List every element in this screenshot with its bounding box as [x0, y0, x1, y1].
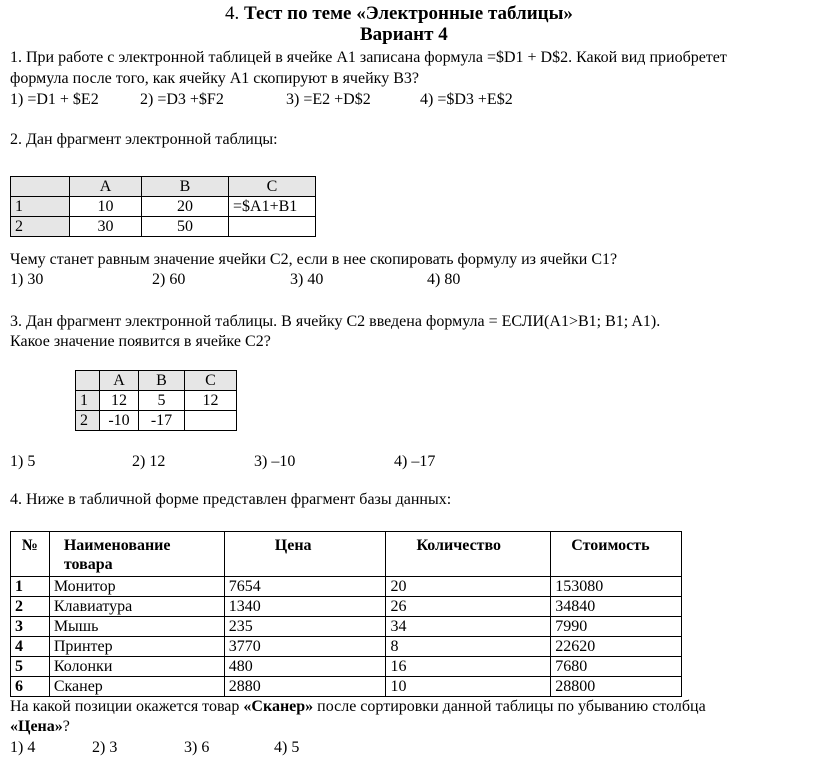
- table-cell: 34: [386, 617, 551, 637]
- table-cell: 7990: [551, 617, 682, 637]
- q2-option-2: 2) 60: [152, 271, 186, 288]
- table-row: [76, 411, 237, 431]
- q1-option-1: 1) =D1 + $E2: [10, 91, 99, 108]
- q3-option-1: 1) 5: [10, 453, 36, 470]
- q4-question-line2: [10, 717, 70, 737]
- q4-intro: 4. Ниже в табличной форме представлен фрагмент базы данных:: [10, 491, 452, 508]
- table-cell: 26: [386, 597, 551, 617]
- table-cell: 5: [139, 391, 185, 411]
- table-cell: 20: [386, 577, 551, 597]
- q2-option-3: 3) 40: [290, 271, 324, 288]
- q4-question-part1: На какой позиции окажется товар: [10, 698, 244, 715]
- table-cell: Колонки: [49, 657, 224, 677]
- q3-line2: Какое значение появится в ячейке С2?: [10, 333, 271, 350]
- q1-line2: формула после того, как ячейку A1 скопируют в ячейку B3?: [10, 70, 419, 87]
- q2-question: Чему станет равным значение ячейки C2, если в нее скопировать формулу из ячейки C1?: [10, 251, 618, 268]
- table-cell: 1: [11, 197, 70, 217]
- q4-option-4: 4) 5: [274, 739, 300, 756]
- table-cell: B: [142, 177, 229, 197]
- q4-question-line1: [10, 697, 706, 717]
- table-cell: 2: [11, 217, 70, 237]
- q3-option-3: 3) –10: [254, 453, 296, 470]
- table-cell: [185, 411, 237, 431]
- table-cell: 30: [70, 217, 142, 237]
- table-cell: 2880: [224, 677, 386, 697]
- table-cell: [11, 177, 70, 197]
- table-cell: 20: [142, 197, 229, 217]
- table-cell: 16: [386, 657, 551, 677]
- table-row: [11, 657, 682, 677]
- q3-option-4: 4) –17: [394, 453, 436, 470]
- table-cell: [76, 371, 100, 391]
- table-cell: 7654: [224, 577, 386, 597]
- table-row: [11, 577, 682, 597]
- q4-database-table: [10, 531, 682, 697]
- table-cell: Клавиатура: [49, 597, 224, 617]
- q1-option-4: 4) =$D3 +E$2: [420, 91, 513, 108]
- table-cell: 28800: [551, 677, 682, 697]
- table-header-cell: №: [11, 532, 50, 577]
- title-text: Тест по теме «Электронные таблицы»: [244, 3, 573, 24]
- table-cell: 6: [11, 677, 50, 697]
- table-cell: 1: [11, 577, 50, 597]
- table-header-cell: Наименование товара: [49, 532, 224, 577]
- q4-question-bold1: «Сканер»: [243, 698, 314, 715]
- table-cell: A: [100, 371, 139, 391]
- q2-option-4: 4) 80: [427, 271, 461, 288]
- q4-option-3: 3) 6: [184, 739, 210, 756]
- table-cell: 235: [224, 617, 386, 637]
- table-cell: 3: [11, 617, 50, 637]
- table-cell: 34840: [551, 597, 682, 617]
- table-header-cell: Цена: [224, 532, 386, 577]
- variant-label: Вариант 4: [360, 24, 448, 45]
- table-cell: Принтер: [49, 637, 224, 657]
- q2-option-1: 1) 30: [10, 271, 44, 288]
- table-header-cell: Стоимость: [551, 532, 682, 577]
- table-cell: -17: [139, 411, 185, 431]
- table-row: [11, 677, 682, 697]
- table-cell: 2: [11, 597, 50, 617]
- table-cell: 153080: [551, 577, 682, 597]
- table-cell: 1: [76, 391, 100, 411]
- q1-line1: 1. При работе с электронной таблицей в ячейке A1 записана формула =$D1 + D$2. Какой вид приобретет: [10, 49, 727, 66]
- q4-option-2: 2) 3: [92, 739, 118, 756]
- table-header-cell: Количество: [386, 532, 551, 577]
- table-cell: 4: [11, 637, 50, 657]
- table-cell: B: [139, 371, 185, 391]
- table-row: [11, 597, 682, 617]
- q4-question-bold2: «Цена»: [10, 718, 63, 735]
- q4-question-part3: ?: [62, 718, 70, 735]
- q1-option-3: 3) =E2 +D$2: [286, 91, 371, 108]
- table-row: [76, 391, 237, 411]
- table-row: [11, 532, 682, 577]
- table-cell: 7680: [551, 657, 682, 677]
- q2-intro: 2. Дан фрагмент электронной таблицы:: [10, 131, 278, 148]
- table-row: [76, 371, 237, 391]
- q4-option-1: 1) 4: [10, 739, 36, 756]
- title-number: 4.: [225, 3, 240, 24]
- table-cell: 1340: [224, 597, 386, 617]
- q3-line1: 3. Дан фрагмент электронной таблицы. В ячейку C2 введена формула = ЕСЛИ(A1>B1; B1; A1).: [10, 313, 661, 330]
- table-cell: [229, 217, 316, 237]
- table-cell: A: [70, 177, 142, 197]
- table-cell: =$A1+B1: [229, 197, 316, 217]
- table-cell: 10: [386, 677, 551, 697]
- q3-spreadsheet-table: [75, 370, 237, 431]
- table-row: [11, 617, 682, 637]
- table-cell: 480: [224, 657, 386, 677]
- table-cell: 22620: [551, 637, 682, 657]
- table-cell: 10: [70, 197, 142, 217]
- table-cell: C: [229, 177, 316, 197]
- q3-option-2: 2) 12: [132, 453, 166, 470]
- table-row: [11, 637, 682, 657]
- table-cell: 12: [100, 391, 139, 411]
- table-row: [11, 197, 316, 217]
- q4-question-part2: после сортировки данной таблицы по убыванию столбца: [313, 698, 706, 715]
- q1-option-2: 2) =D3 +$F2: [140, 91, 224, 108]
- table-cell: 5: [11, 657, 50, 677]
- table-cell: 50: [142, 217, 229, 237]
- table-row: [11, 177, 316, 197]
- table-cell: Мышь: [49, 617, 224, 637]
- table-cell: Монитор: [49, 577, 224, 597]
- q2-spreadsheet-table: [10, 176, 316, 237]
- page-title: [225, 4, 573, 24]
- table-cell: 3770: [224, 637, 386, 657]
- table-cell: 2: [76, 411, 100, 431]
- table-cell: 8: [386, 637, 551, 657]
- table-cell: C: [185, 371, 237, 391]
- table-cell: -10: [100, 411, 139, 431]
- table-row: [11, 217, 316, 237]
- table-cell: Сканер: [49, 677, 224, 697]
- table-cell: 12: [185, 391, 237, 411]
